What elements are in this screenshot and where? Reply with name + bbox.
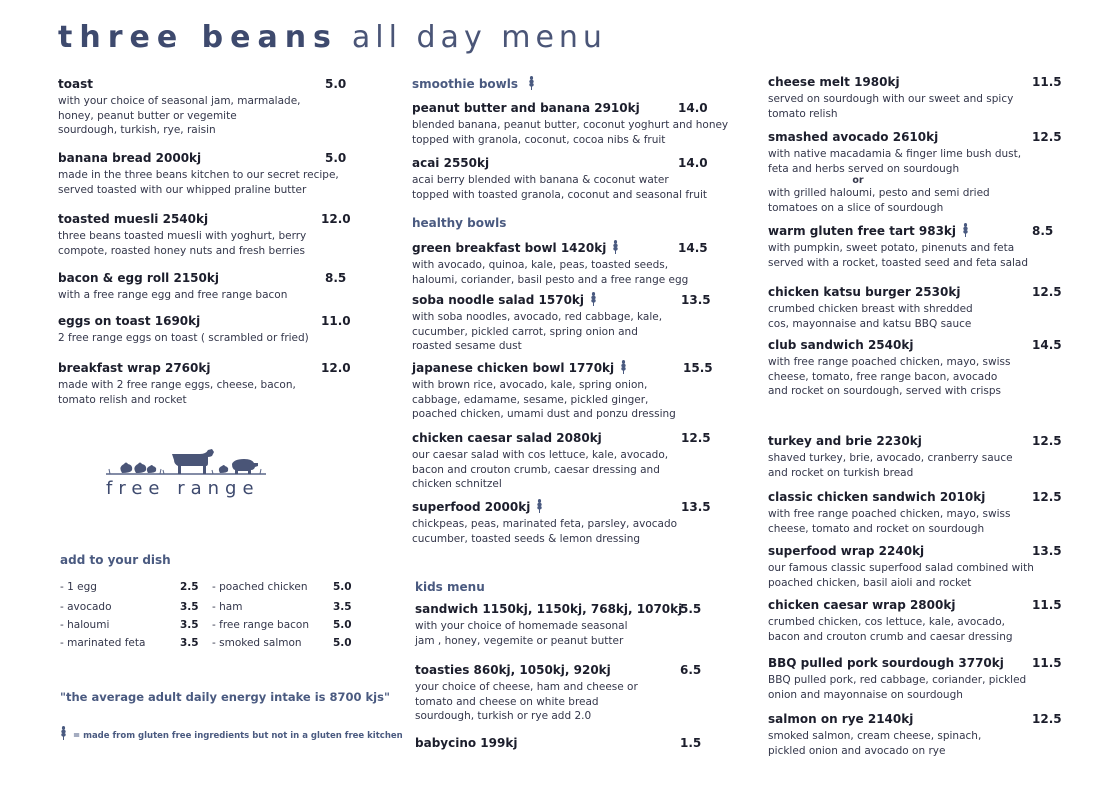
menu-item-price: 14.5 xyxy=(1032,338,1062,352)
menu-item xyxy=(412,155,707,202)
menu-item-description: made with 2 free range eggs, cheese, bacon, tomato relish and rocket xyxy=(58,379,296,406)
menu-item xyxy=(415,735,517,753)
menu-item-name: salmon on rye 2140kj xyxy=(768,712,914,726)
section-heading: kids menu xyxy=(415,580,485,594)
menu-item xyxy=(58,150,339,197)
addon-item: - 1 egg xyxy=(60,581,97,593)
menu-item-name: warm gluten free tart 983kj xyxy=(768,223,1028,239)
menu-item xyxy=(415,662,638,724)
addon-price: 5.0 xyxy=(333,619,352,631)
menu-item-description: with a free range egg and free range bacon xyxy=(58,289,288,301)
addons-title: add to your dish xyxy=(60,553,171,567)
menu-item-description: with soba noodles, avocado, red cabbage, kale, cucumber, pickled carrot, spring onion and roasted sesame dust xyxy=(412,311,663,352)
wheat-icon xyxy=(962,223,969,237)
addon-price: 3.5 xyxy=(180,637,199,649)
menu-item-price: 14.0 xyxy=(678,156,708,170)
menu-item xyxy=(412,430,668,492)
wheat-icon xyxy=(528,76,535,90)
menu-item xyxy=(768,543,1034,590)
menu-item xyxy=(768,74,1013,121)
menu-item-description: with your choice of homemade seasonal jam , honey, vegemite or peanut butter xyxy=(415,620,628,647)
menu-item-description: with free range poached chicken, mayo, swiss cheese, tomato and rocket on sourdough xyxy=(768,508,1011,535)
menu-item xyxy=(768,655,1026,702)
menu-item xyxy=(768,597,1013,644)
menu-item-description: with pumpkin, sweet potato, pinenuts and feta served with a rocket, toasted seed and feta salad xyxy=(768,242,1029,269)
menu-item-name: turkey and brie 2230kj xyxy=(768,434,922,448)
menu-item-price: 12.5 xyxy=(681,431,711,445)
menu-item-price: 13.5 xyxy=(1032,544,1062,558)
wheat-icon xyxy=(612,240,619,254)
menu-item-description: with avocado, quinoa, kale, peas, toasted seeds, haloumi, coriander, basil pesto and a free range egg xyxy=(412,259,689,286)
menu-item-name: acai 2550kj xyxy=(412,156,490,170)
menu-item-price: 12.0 xyxy=(321,212,351,226)
addon-item: - marinated feta xyxy=(60,637,146,649)
section-heading: healthy bowls xyxy=(412,216,507,230)
menu-item-name: soba noodle salad 1570kj xyxy=(412,292,662,308)
menu-item-description: with your choice of seasonal jam, marmalade, honey, peanut butter or vegemite sourdough, turkish, rye, raisin xyxy=(58,95,301,136)
menu-item-price: 13.5 xyxy=(681,293,711,307)
menu-item-description: smoked salmon, cream cheese, spinach, pickled onion and avocado on rye xyxy=(768,730,982,757)
menu-item-price: 12.5 xyxy=(1032,434,1062,448)
addon-price: 5.0 xyxy=(333,637,352,649)
menu-item-description: with free range poached chicken, mayo, swiss cheese, tomato, free range bacon, avocado and rocket on sourdough, served with crisps xyxy=(768,356,1011,397)
menu-item-name: toast xyxy=(58,77,93,91)
menu-item-name: breakfast wrap 2760kj xyxy=(58,361,211,375)
menu-item xyxy=(768,711,981,758)
menu-item xyxy=(58,313,309,346)
menu-item-name: BBQ pulled pork sourdough 3770kj xyxy=(768,656,1004,670)
menu-item xyxy=(412,499,677,546)
addon-price: 3.5 xyxy=(333,601,352,613)
menu-item-price: 8.5 xyxy=(1032,224,1054,238)
wheat-icon xyxy=(590,292,597,306)
menu-item-name: club sandwich 2540kj xyxy=(768,338,914,352)
menu-item-description: our famous classic superfood salad combined with poached chicken, basil aioli and rocket xyxy=(768,562,1034,589)
menu-item-price: 13.5 xyxy=(681,500,711,514)
menu-item xyxy=(768,284,973,331)
menu-item-price: 14.0 xyxy=(678,101,708,115)
addon-price: 3.5 xyxy=(180,619,199,631)
menu-item-description: crumbed chicken, cos lettuce, kale, avocado, bacon and crouton crumb and caesar dressing xyxy=(768,616,1013,643)
menu-item-description: acai berry blended with banana & coconut water topped with toasted granola, coconut and seasonal fruit xyxy=(412,174,708,201)
menu-item xyxy=(412,240,688,287)
menu-item-name: green breakfast bowl 1420kj xyxy=(412,240,688,256)
menu-item-description: crumbed chicken breast with shredded cos, mayonnaise and katsu BBQ sauce xyxy=(768,303,973,330)
menu-item xyxy=(768,433,1013,480)
menu-item-description: three beans toasted muesli with yoghurt, berry compote, roasted honey nuts and fresh berries xyxy=(58,230,307,257)
addon-item: - smoked salmon xyxy=(212,637,302,649)
menu-item-name: superfood 2000kj xyxy=(412,499,677,515)
menu-item-name: peanut butter and banana 2910kj xyxy=(412,101,640,115)
menu-item-description: shaved turkey, brie, avocado, cranberry sauce and rocket on turkish bread xyxy=(768,452,1013,479)
menu-item xyxy=(415,601,682,648)
energy-intake-note: "the average adult daily energy intake is 8700 kjs" xyxy=(60,690,390,704)
menu-item-description: 2 free range eggs on toast ( scrambled or fried) xyxy=(58,332,309,344)
menu-title xyxy=(58,18,607,58)
free-range-logo xyxy=(100,440,270,500)
addon-item: - ham xyxy=(212,601,243,613)
menu-item-name: superfood wrap 2240kj xyxy=(768,544,925,558)
addon-item: - haloumi xyxy=(60,619,110,631)
menu-item-name: japanese chicken bowl 1770kj xyxy=(412,360,676,376)
menu-item xyxy=(412,360,676,422)
wheat-icon xyxy=(620,360,627,374)
menu-item-price: 5.5 xyxy=(680,602,702,616)
addon-price: 2.5 xyxy=(180,581,199,593)
addon-item: - avocado xyxy=(60,601,112,613)
menu-item-name: toasted muesli 2540kj xyxy=(58,212,209,226)
menu-item-name: classic chicken sandwich 2010kj xyxy=(768,490,986,504)
menu-item xyxy=(768,223,1028,270)
menu-item-description: with native macadamia & finger lime bush dust, feta and herbs served on sourdough or with grilled haloumi, pesto and semi dried tomatoes on a slice of sourdough xyxy=(768,148,1022,214)
addon-item: - poached chicken xyxy=(212,581,308,593)
menu-item-description: served on sourdough with our sweet and spicy tomato relish xyxy=(768,93,1014,120)
menu-item-price: 11.0 xyxy=(321,314,351,328)
addon-item: - free range bacon xyxy=(212,619,309,631)
menu-item-name: chicken caesar salad 2080kj xyxy=(412,431,602,445)
menu-item-name: babycino 199kj xyxy=(415,736,518,750)
wheat-icon xyxy=(536,499,543,513)
menu-item-price: 5.0 xyxy=(325,77,347,91)
menu-subtitle: all day menu xyxy=(351,20,607,55)
menu-item-description: your choice of cheese, ham and cheese or tomato and cheese on white bread sourdough, turkish or rye add 2.0 xyxy=(415,681,638,722)
menu-item-price: 11.5 xyxy=(1032,598,1062,612)
menu-item xyxy=(58,76,301,138)
menu-item-price: 12.5 xyxy=(1032,285,1062,299)
addon-price: 3.5 xyxy=(180,601,199,613)
menu-item-price: 11.5 xyxy=(1032,75,1062,89)
menu-item-description: BBQ pulled pork, red cabbage, coriander, pickled onion and mayonnaise on sourdough xyxy=(768,674,1027,701)
menu-item xyxy=(58,360,296,407)
menu-item xyxy=(58,211,306,258)
menu-item-price: 1.5 xyxy=(680,736,702,750)
menu-item-name: toasties 860kj, 1050kj, 920kj xyxy=(415,663,611,677)
menu-item-price: 11.5 xyxy=(1032,656,1062,670)
menu-item-description: with brown rice, avocado, kale, spring onion, cabbage, edamame, sesame, pickled ginger, poached chicken, umami dust and ponzu dressing xyxy=(412,379,676,420)
menu-item xyxy=(412,292,662,354)
menu-item-description: blended banana, peanut butter, coconut yoghurt and honey topped with granola, coconut, cocoa nibs & fruit xyxy=(412,119,729,146)
menu-item-name: chicken caesar wrap 2800kj xyxy=(768,598,956,612)
menu-item-name: cheese melt 1980kj xyxy=(768,75,900,89)
menu-item-price: 5.0 xyxy=(325,151,347,165)
menu-item-description: our caesar salad with cos lettuce, kale, avocado, bacon and crouton crumb, caesar dressing and chicken schnitzel xyxy=(412,449,669,490)
farm-animals-icon xyxy=(100,440,270,480)
brand-name: three beans xyxy=(58,20,338,55)
legend-text: = made from gluten free ingredients but not in a gluten free kitchen xyxy=(73,731,403,741)
menu-item-name: bacon & egg roll 2150kj xyxy=(58,271,219,285)
menu-item-price: 12.5 xyxy=(1032,712,1062,726)
menu-item-price: 12.5 xyxy=(1032,130,1062,144)
menu-item-name: banana bread 2000kj xyxy=(58,151,202,165)
menu-item-price: 15.5 xyxy=(683,361,713,375)
menu-item xyxy=(768,129,1021,215)
menu-item-price: 14.5 xyxy=(678,241,708,255)
menu-item-price: 6.5 xyxy=(680,663,702,677)
menu-item xyxy=(768,489,1010,536)
menu-item xyxy=(58,270,287,303)
or-separator: or xyxy=(852,175,864,186)
addon-price: 5.0 xyxy=(333,581,352,593)
menu-item-name: sandwich 1150kj, 1150kj, 768kj, 1070kj xyxy=(415,602,683,616)
section-heading: smoothie bowls xyxy=(412,76,535,92)
menu-item-description: chickpeas, peas, marinated feta, parsley, avocado cucumber, toasted seeds & lemon dressing xyxy=(412,518,678,545)
free-range-label: free range xyxy=(106,478,260,499)
menu-item xyxy=(768,337,1010,399)
wheat-icon xyxy=(60,726,67,740)
menu-item-price: 12.5 xyxy=(1032,490,1062,504)
gluten-free-legend xyxy=(60,726,403,741)
menu-item-price: 12.0 xyxy=(321,361,351,375)
menu-item-price: 8.5 xyxy=(325,271,347,285)
menu-item-name: smashed avocado 2610kj xyxy=(768,130,939,144)
menu-item-name: chicken katsu burger 2530kj xyxy=(768,285,961,299)
menu-item-description: made in the three beans kitchen to our secret recipe, served toasted with our whipped praline butter xyxy=(58,169,339,196)
menu-item-name: eggs on toast 1690kj xyxy=(58,314,201,328)
